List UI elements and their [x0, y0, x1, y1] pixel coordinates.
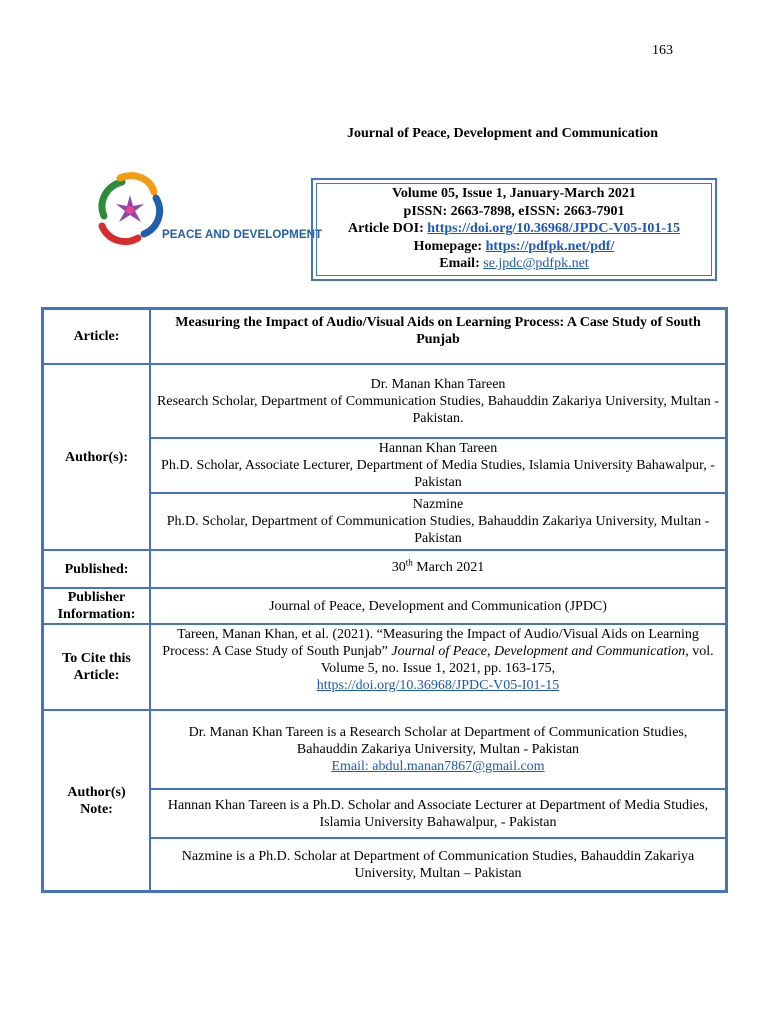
- author-name: Hannan Khan Tareen: [378, 441, 498, 456]
- author-email-link[interactable]: Email: abdul.manan7867@gmail.com: [331, 759, 545, 774]
- email-label: Email:: [439, 256, 484, 271]
- author-note: Dr. Manan Khan Tareen is a Research Scholar at Department of Communication Studies, Bahauddin Zakariya University, Multan - Pakistan: [188, 725, 688, 757]
- citation-details: , vol. Volume 5, no. Issue 1, 2021, pp. 163-175,: [320, 644, 714, 676]
- notes-label: Author(s) Note:: [43, 710, 150, 891]
- cite-label: To Cite this Article:: [43, 624, 150, 710]
- author-name: Dr. Manan Khan Tareen: [370, 376, 506, 392]
- author-row: [43, 364, 726, 438]
- citation-doi-link[interactable]: https://doi.org/10.36968/JPDC-V05-I01-15: [316, 678, 560, 693]
- citation: [150, 624, 726, 710]
- journal-title: Journal of Peace, Development and Communication: [346, 126, 659, 141]
- journal-logo: [90, 172, 323, 260]
- note-row: [43, 710, 726, 789]
- author-cell-3: [150, 493, 726, 550]
- homepage-label: Homepage:: [413, 238, 486, 254]
- page-number: 163: [652, 43, 673, 58]
- article-label: Article:: [43, 309, 150, 364]
- homepage-link[interactable]: https://pdfpk.net/pdf/: [485, 238, 615, 254]
- author-name: Nazmine: [412, 497, 464, 512]
- citation-journal: Journal of Peace, Development and Communication: [391, 644, 686, 659]
- published-date: [150, 550, 726, 588]
- author-affiliation: Ph.D. Scholar, Associate Lecturer, Department of Media Studies, Islamia University Bahawalpur, - Pakistan: [161, 458, 715, 490]
- published-month-year: March 2021: [412, 560, 485, 575]
- doi-link[interactable]: https://doi.org/10.36968/JPDC-V05-I01-15: [427, 221, 681, 236]
- published-day: 30: [391, 560, 406, 575]
- article-info-table: [41, 307, 728, 893]
- email-line: [313, 255, 715, 273]
- publisher-label: Publisher Information:: [43, 588, 150, 624]
- author-affiliation: Ph.D. Scholar, Department of Communication Studies, Bahauddin Zakariya University, Multan - Pakistan: [166, 514, 710, 546]
- published-row: [43, 550, 726, 588]
- cite-row: [43, 624, 726, 710]
- author-cell-2: [150, 438, 726, 493]
- peace-logo-icon: [90, 172, 170, 252]
- doi-label: Article DOI:: [347, 221, 428, 236]
- author-affiliation: Research Scholar, Department of Communication Studies, Bahauddin Zakariya University, Multan - Pakistan.: [157, 393, 719, 426]
- volume-line: Volume 05, Issue 1, January-March 2021: [392, 186, 636, 201]
- note-cell-1: [150, 710, 726, 789]
- authors-label: Author(s):: [43, 364, 150, 550]
- published-label: Published:: [43, 550, 150, 588]
- author-note: Hannan Khan Tareen is a Ph.D. Scholar and Associate Lecturer at Department of Media Studies, Islamia University Bahawalpur, - Pakistan: [150, 789, 726, 838]
- author-note: Nazmine is a Ph.D. Scholar at Department of Communication Studies, Bahauddin Zakariya University, Multan – Pakistan: [150, 838, 726, 891]
- article-title: Measuring the Impact of Audio/Visual Aids on Learning Process: A Case Study of South Punjab: [150, 309, 726, 364]
- email-link[interactable]: se.jpdc@pdfpk.net: [483, 256, 589, 271]
- article-row: [43, 309, 726, 364]
- publisher-row: [43, 588, 726, 624]
- citation-text: Tareen, Manan Khan, et al. (2021). “Measuring the Impact of Audio/Visual Aids on Learning Process: A Case Study of South Punjab”: [162, 627, 699, 659]
- issn-line: pISSN: 2663-7898, eISSN: 2663-7901: [403, 203, 625, 219]
- logo-text: PEACE AND DEVELOPMENT: [162, 229, 323, 241]
- homepage-line: [313, 238, 715, 256]
- publisher-info: Journal of Peace, Development and Communication (JPDC): [150, 588, 726, 624]
- doi-line: [313, 220, 715, 238]
- issue-info-box: [311, 178, 717, 281]
- published-suffix: th: [405, 557, 413, 568]
- author-cell-1: [150, 364, 726, 438]
